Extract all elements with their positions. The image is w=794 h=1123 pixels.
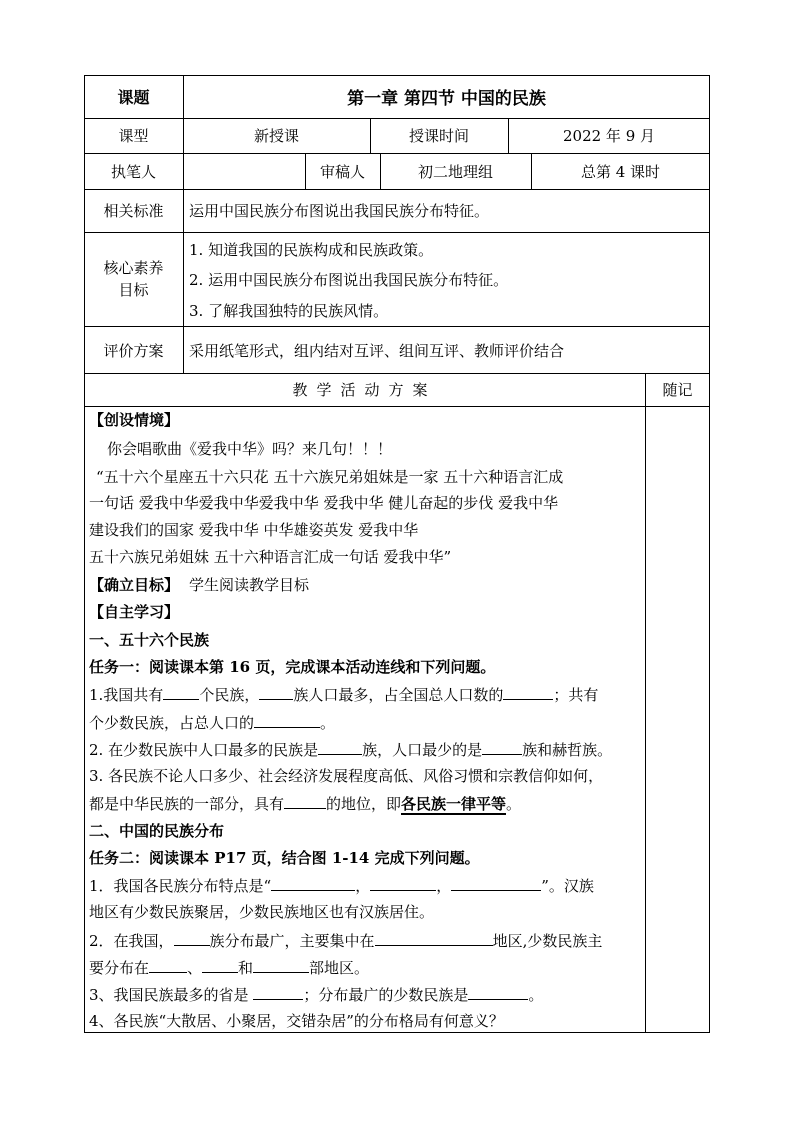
lyrics-line-3: 建设我们的国家 爱我中华 中华雄姿英发 爱我中华 — [89, 521, 419, 539]
lesson-title: 第一章 第四节 中国的民族 — [347, 89, 546, 109]
t2q2-text-f: 和 — [238, 959, 254, 977]
rule — [645, 373, 646, 1033]
answer-blank[interactable] — [174, 930, 210, 946]
task1-q1 — [89, 684, 598, 705]
label-standard: 相关标准 — [103, 202, 164, 220]
task1-q1-cont — [89, 712, 335, 733]
answer-blank[interactable] — [284, 793, 326, 809]
t2q3-text-c: 。 — [528, 986, 544, 1004]
q3-text-e: 。 — [506, 795, 522, 813]
t2q1-text-b: ， — [355, 877, 371, 895]
label-type: 课型 — [118, 127, 149, 145]
part2-title: 二、中国的民族分布 — [89, 822, 225, 840]
goals-text: 学生阅读教学目标 — [189, 576, 310, 594]
q2-text-c: 族和赫哲族。 — [522, 741, 613, 759]
label-author: 执笔人 — [110, 162, 156, 181]
q1-text-d: ；共有 — [553, 686, 599, 704]
core-goal-2: 2. 运用中国民族分布图说出我国民族分布特征。 — [189, 270, 509, 289]
value-standard: 运用中国民族分布图说出我国民族分布特征。 — [189, 202, 490, 220]
rule — [84, 406, 710, 407]
answer-blank[interactable] — [503, 684, 553, 700]
part1-title: 一、五十六个民族 — [89, 631, 210, 649]
task2-q4: 4、各民族“大散居、小聚居，交错杂居”的分布格局有何意义？ — [89, 1012, 504, 1030]
answer-blank[interactable] — [451, 875, 541, 891]
value-time: 2022 年 9 月 — [562, 127, 656, 145]
t2q1-text-a: 1．我国各民族分布特点是“ — [89, 877, 272, 895]
task1-q3-cont — [89, 793, 521, 814]
section-self-study: 【自主学习】 — [89, 603, 180, 621]
section-goals: 【确立目标】 — [89, 576, 180, 594]
value-evaluation: 采用纸笔形式，组内结对互评、组间互评、教师评价结合 — [189, 341, 565, 360]
answer-blank[interactable] — [468, 984, 528, 1000]
label-core-literacy — [84, 232, 183, 326]
notes-heading: 随记 — [662, 381, 693, 399]
lyrics-line-4: 五十六族兄弟姐妹 五十六种语言汇成一句话 爱我中华” — [89, 548, 452, 566]
answer-blank[interactable] — [259, 684, 293, 700]
value-author — [183, 153, 305, 189]
task1-q3: 3. 各民族不论人口多少、社会经济发展程度高低、风俗习惯和宗教信仰如何， — [89, 767, 604, 785]
task2-title: 任务二：阅读课本 P17 页，结合图 1-14 完成下列问题。 — [89, 849, 480, 867]
q1-text-f: 。 — [320, 714, 336, 732]
equality-phrase: 各民族一律平等 — [401, 795, 507, 813]
answer-blank[interactable] — [253, 984, 303, 1000]
t2q2-text-b: 族分布最广，主要集中在 — [209, 932, 375, 950]
goal-line — [89, 575, 309, 595]
core-goal-3: 3. 了解我国独特的民族风情。 — [189, 301, 389, 320]
activity-heading: 教学活动方案 — [292, 381, 437, 399]
task1-title: 任务一：阅读课本第 16 页，完成课本活动连线和下列问题。 — [89, 658, 496, 676]
q1-text-e: 个少数民族，占总人口的 — [89, 714, 255, 732]
task2-q3 — [89, 984, 543, 1005]
label-evaluation: 评价方案 — [103, 341, 164, 360]
lyrics-line-1: “五十六个星座五十六只花 五十六族兄弟姐妹是一家 五十六种语言汇成 — [96, 468, 564, 486]
task2-q2-cont — [89, 957, 369, 978]
answer-blank[interactable] — [253, 957, 309, 973]
q1-text-c: 族人口最多，占全国总人口数的 — [293, 686, 504, 704]
answer-blank[interactable] — [482, 739, 522, 755]
t2q3-text-a: 3、我国民族最多的省是 — [89, 986, 254, 1004]
value-lesson-count: 总第 4 课时 — [580, 162, 661, 181]
answer-blank[interactable] — [318, 739, 362, 755]
t2q1-text-c: ， — [436, 877, 452, 895]
scenario-question: 你会唱歌曲《爱我中华》吗？来几句！！！ — [107, 440, 393, 458]
lyrics-line-2: 一句话 爱我中华爱我中华爱我中华 爱我中华 健儿奋起的步伐 爱我中华 — [89, 494, 559, 512]
task2-q2 — [89, 930, 602, 951]
label-time: 授课时间 — [408, 127, 469, 145]
answer-blank[interactable] — [271, 875, 355, 891]
q3-text-c: 的地位，即 — [326, 795, 402, 813]
q1-text-b: 个民族， — [199, 686, 260, 704]
task1-q2 — [89, 739, 612, 760]
q1-text-a: 1.我国共有 — [89, 686, 164, 704]
label-core-line2: 目标 — [118, 281, 149, 299]
section-scenario: 【创设情境】 — [89, 411, 180, 429]
q2-text-a: 2. 在少数民族中人口最多的民族是 — [89, 741, 319, 759]
t2q2-text-d: 要分布在 — [89, 959, 150, 977]
t2q2-text-a: 2．在我国， — [89, 932, 174, 950]
value-reviewer: 初二地理组 — [417, 162, 493, 181]
label-core-line1: 核心素养 — [103, 259, 164, 277]
t2q3-text-b: ；分布最广的少数民族是 — [303, 986, 469, 1004]
answer-blank[interactable] — [149, 957, 187, 973]
task2-q1-cont: 地区有少数民族聚居，少数民族地区也有汉族居住。 — [89, 903, 435, 921]
task2-q1 — [89, 875, 594, 896]
q2-text-b: 族，人口最少的是 — [362, 741, 483, 759]
answer-blank[interactable] — [254, 712, 320, 728]
t2q2-text-g: 部地区。 — [309, 959, 370, 977]
t2q2-text-e: 、 — [187, 959, 203, 977]
t2q2-text-c: 地区,少数民族主 — [492, 932, 603, 950]
label-topic: 课题 — [117, 88, 150, 107]
label-reviewer: 审稿人 — [319, 162, 365, 181]
t2q1-text-d: ”。汉族 — [541, 877, 594, 895]
q3-text-b: 都是中华民族的一部分，具有 — [89, 795, 285, 813]
answer-blank[interactable] — [370, 875, 436, 891]
core-goal-1: 1. 知道我国的民族构成和民族政策。 — [189, 240, 434, 259]
answer-blank[interactable] — [163, 684, 199, 700]
answer-blank[interactable] — [375, 930, 493, 946]
answer-blank[interactable] — [202, 957, 238, 973]
value-type: 新授课 — [253, 127, 299, 145]
